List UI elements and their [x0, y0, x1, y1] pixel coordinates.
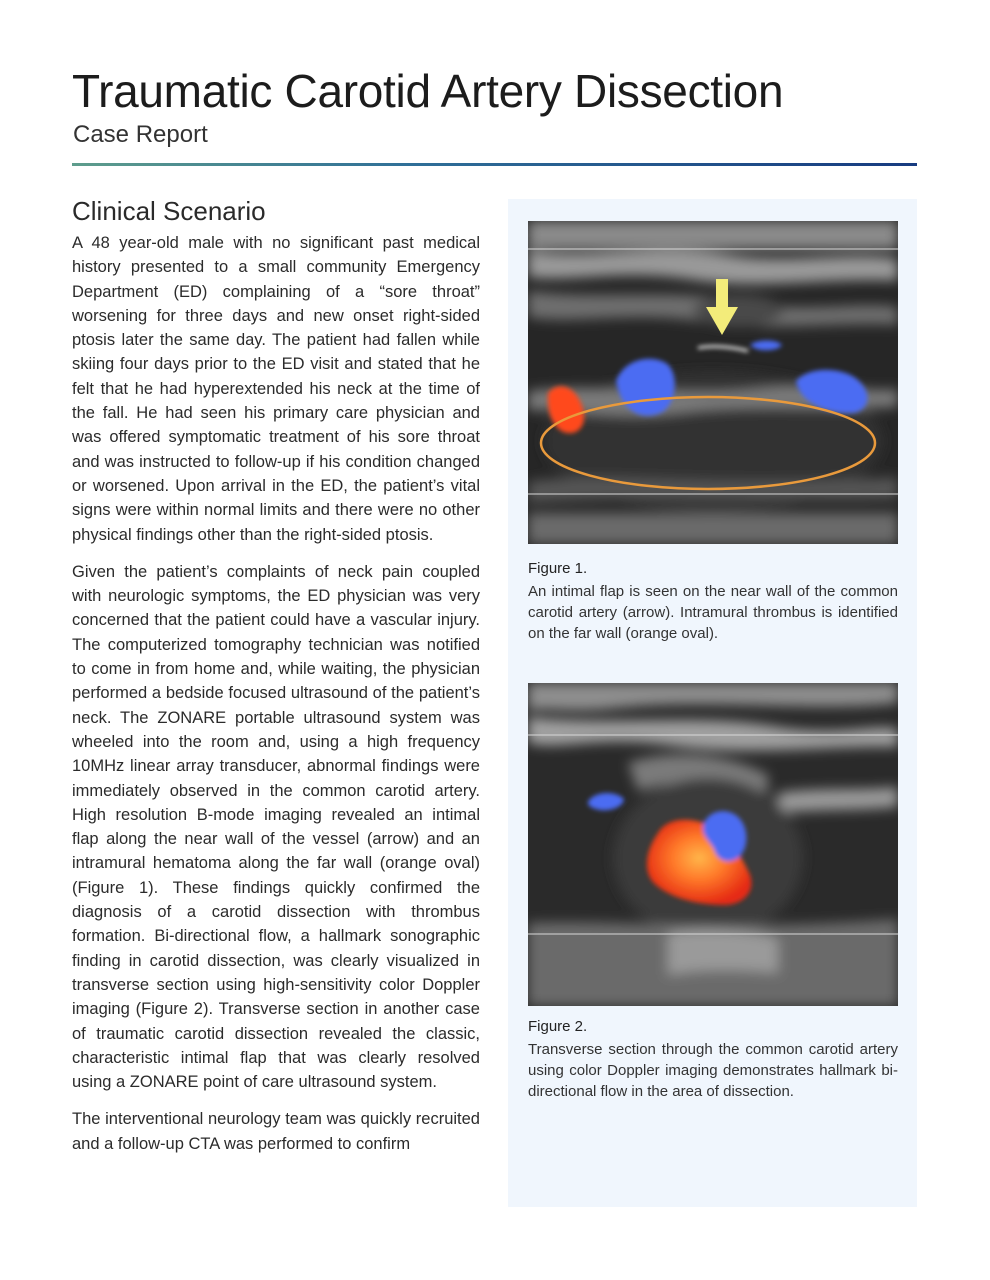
- figure-1-caption: An intimal flap is seen on the near wall of the common carotid artery (arrow). Intramural thrombus is identified on the far wall (orange oval).: [528, 583, 898, 642]
- figure-1-label: Figure 1.: [528, 560, 588, 577]
- figure-2-caption: Transverse section through the common carotid artery using color Doppler imaging demonstrates hallmark bi-directional flow in the area of dissection.: [528, 1041, 898, 1100]
- header-divider: [72, 163, 917, 166]
- section-heading: Clinical Scenario: [72, 196, 266, 226]
- figure-1-ultrasound-image: [528, 221, 898, 544]
- article-body: [72, 196, 480, 1169]
- page-subtitle: Case Report: [73, 121, 208, 148]
- paragraph-2: Given the patient’s complaints of neck pain coupled with neurologic symptoms, the ED physician was very concerned that the patient could have a vascular injury. The computerized tomography technician was notified to come in from home and, while waiting, the physician performed a bedside focused ultrasound of the patient’s neck. The ZONARE portable ultrasound system was wheeled into the room and, using a high frequency 10MHz linear array transducer, abnormal findings were immediately observed in the common carotid artery. High resolution B-mode imaging revealed an intimal flap along the near wall of the vessel (arrow) and an intramural hematoma along the far wall (orange oval) (Figure 1). These findings quickly confirmed the diagnosis of a carotid dissection with thrombus formation. Bi-directional flow, a hallmark sonographic finding in carotid dissection, was clearly visualized in transverse section using high-sensitivity color Doppler imaging (Figure 2). Transverse section in another case of traumatic carotid dissection revealed the classic, characteristic intimal flap that was clearly resolved using a ZONARE point of care ultrasound system.: [72, 562, 480, 1092]
- paragraph-3: The interventional neurology team was quickly recruited and a follow-up CTA was performed to confirm: [72, 1110, 480, 1153]
- paragraph-1: A 48 year-old male with no significant past medical history presented to a small community Emergency Department (ED) complaining of a “sore throat” worsening for three days and new onset right-sided ptosis later the same day. The patient had fallen while skiing four days prior to the ED visit and stated that he felt that he had hyperextended his neck at the time of the fall. He had seen his primary care physician and was offered symptomatic treatment of his sore throat and was instructed to follow-up if his condition changed or worsened. Upon arrival in the ED, the patient’s vital signs were within normal limits and there were no other physical findings other than the right-sided ptosis.: [72, 234, 480, 544]
- page-title: Traumatic Carotid Artery Dissection: [72, 65, 784, 117]
- figure-sidebar: [508, 199, 917, 1207]
- figure-2-doppler-image: [528, 683, 898, 1006]
- figure-2-label: Figure 2.: [528, 1018, 588, 1035]
